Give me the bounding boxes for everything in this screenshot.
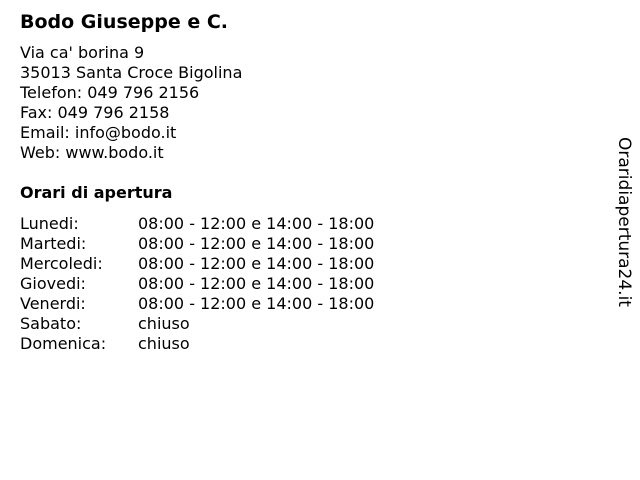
phone-line: Telefon: 049 796 2156 (20, 83, 200, 102)
web-line: Web: www.bodo.it (20, 143, 164, 162)
hours-time: 08:00 - 12:00 e 14:00 - 18:00 (138, 274, 375, 293)
hours-day: Martedi: (20, 234, 87, 253)
hours-day: Lunedi: (20, 214, 79, 233)
hours-day: Sabato: (20, 314, 82, 333)
hours-day: Venerdi: (20, 294, 86, 313)
city-line: 35013 Santa Croce Bigolina (20, 63, 243, 82)
address-line: Via ca' borina 9 (20, 43, 145, 62)
hours-time: 08:00 - 12:00 e 14:00 - 18:00 (138, 254, 375, 273)
hours-day: Giovedi: (20, 274, 86, 293)
business-name: Bodo Giuseppe e C. (20, 11, 228, 33)
hours-time: chiuso (138, 314, 190, 333)
hours-time: chiuso (138, 334, 190, 353)
hours-time: 08:00 - 12:00 e 14:00 - 18:00 (138, 294, 375, 313)
hours-time: 08:00 - 12:00 e 14:00 - 18:00 (138, 234, 375, 253)
opening-hours-heading: Orari di apertura (20, 183, 173, 202)
hours-day: Domenica: (20, 334, 107, 353)
email-line: Email: info@bodo.it (20, 123, 177, 142)
site-watermark: Oraridiapertura24.it (614, 137, 634, 307)
fax-line: Fax: 049 796 2158 (20, 103, 170, 122)
hours-time: 08:00 - 12:00 e 14:00 - 18:00 (138, 214, 375, 233)
contact-block (20, 43, 242, 163)
hours-day: Mercoledi: (20, 254, 103, 273)
